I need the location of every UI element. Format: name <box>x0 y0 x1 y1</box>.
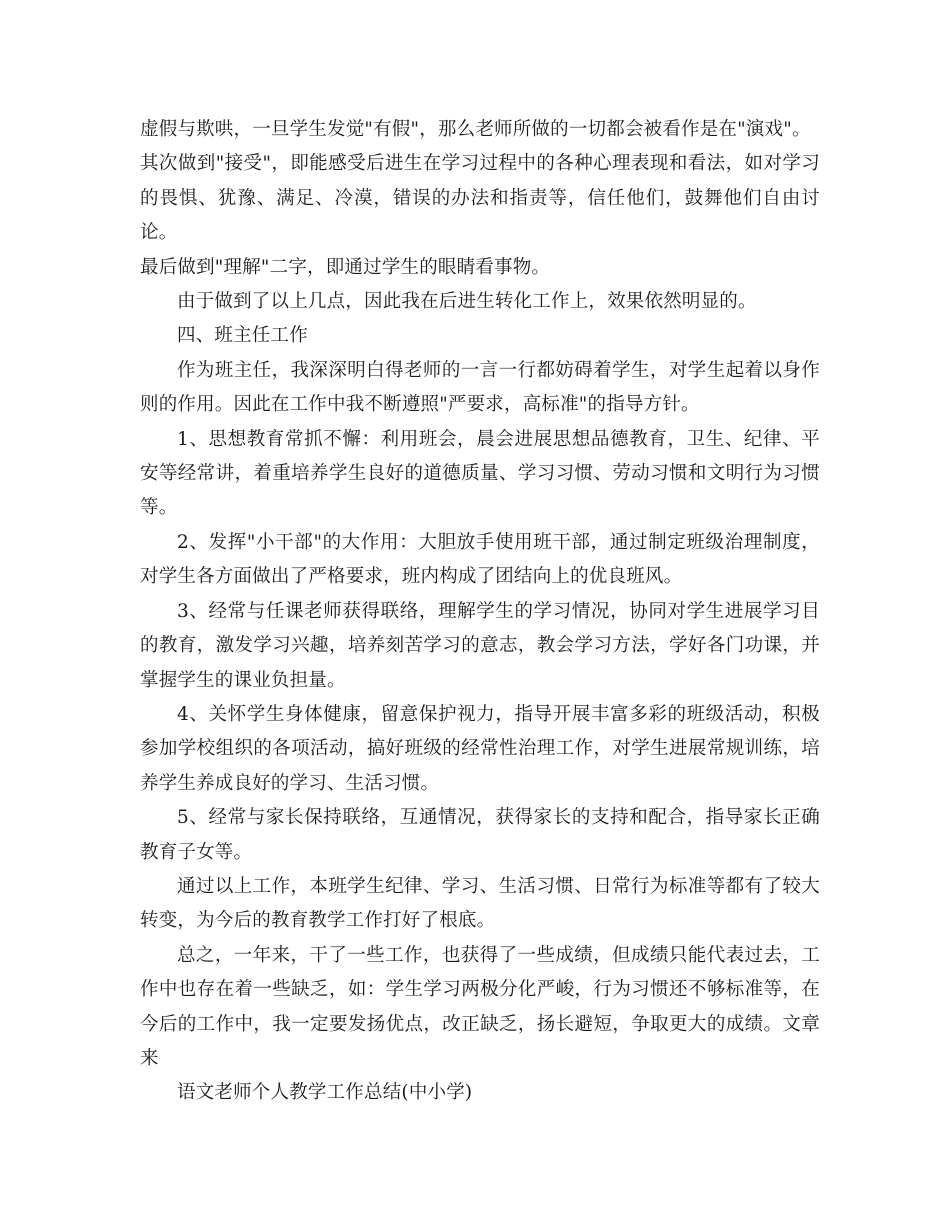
paragraph: 由于做到了以上几点，因此我在后进生转化工作上，效果依然明显的。 <box>177 291 757 313</box>
paragraph: 总之，一年来，干了一些工作，也获得了一些成绩，但成绩只能代表过去，工作中也存在着一些缺乏，如：学生学习两极分化严峻，行为习惯还不够标准等，在今后的工作中，我一定要发扬优点，改正缺乏，扬长避短，争取更大的成绩。文章来 <box>140 944 820 1069</box>
list-item: 3、经常与任课老师获得联络，理解学生的学习情况，协同对学生进展学习目的教育，激发学习兴趣，培养刻苦学习的意志，教会学习方法，学好各门功课，并掌握学生的课业负担量。 <box>140 600 820 691</box>
paragraph: 最后做到"理解"二字，即通过学生的眼睛看事物。 <box>140 256 551 278</box>
list-item: 2、发挥"小干部"的大作用：大胆放手使用班干部，通过制定班级治理制度，对学生各方面做出了严格要求，班内构成了团结向上的优良班风。 <box>140 531 820 588</box>
paragraph: 通过以上工作，本班学生纪律、学习、生活习惯、日常行为标准等都有了较大转变，为今后的教育教学工作打好了根底。 <box>140 875 820 932</box>
section-heading: 四、班主任工作 <box>177 325 308 347</box>
list-item: 4、关怀学生身体健康，留意保护视力，指导开展丰富多彩的班级活动，积极参加学校组织的各项活动，搞好班级的经常性治理工作，对学生进展常规训练，培养学生养成良好的学习、生活习惯。 <box>140 703 820 794</box>
document-body <box>140 113 820 1111</box>
paragraph: 虚假与欺哄，一旦学生发觉"有假"，那么老师所做的一切都会被看作是在"演戏"。 <box>140 119 811 140</box>
paragraph: 其次做到"接受"，即能感受后进生在学习过程中的各种心理表现和看法，如对学习的畏惧、犹豫、满足、冷漠，错误的办法和指责等，信任他们，鼓舞他们自由讨论。 <box>140 153 820 244</box>
paragraph: 作为班主任，我深深明白得老师的一言一行都妨碍着学生，对学生起着以身作则的作用。因此在工作中我不断遵照"严要求，高标准"的指导方针。 <box>140 359 820 416</box>
list-item: 1、思想教育常抓不懈：利用班会，晨会进展思想品德教育，卫生、纪律、平安等经常讲，着重培养学生良好的道德质量、学习习惯、劳动习惯和文明行为习惯等。 <box>140 428 820 519</box>
list-item: 5、经常与家长保持联络，互通情况，获得家长的支持和配合，指导家长正确教育子女等。 <box>140 807 820 863</box>
document-subtitle: 语文老师个人教学工作总结(中小学) <box>177 1082 473 1104</box>
